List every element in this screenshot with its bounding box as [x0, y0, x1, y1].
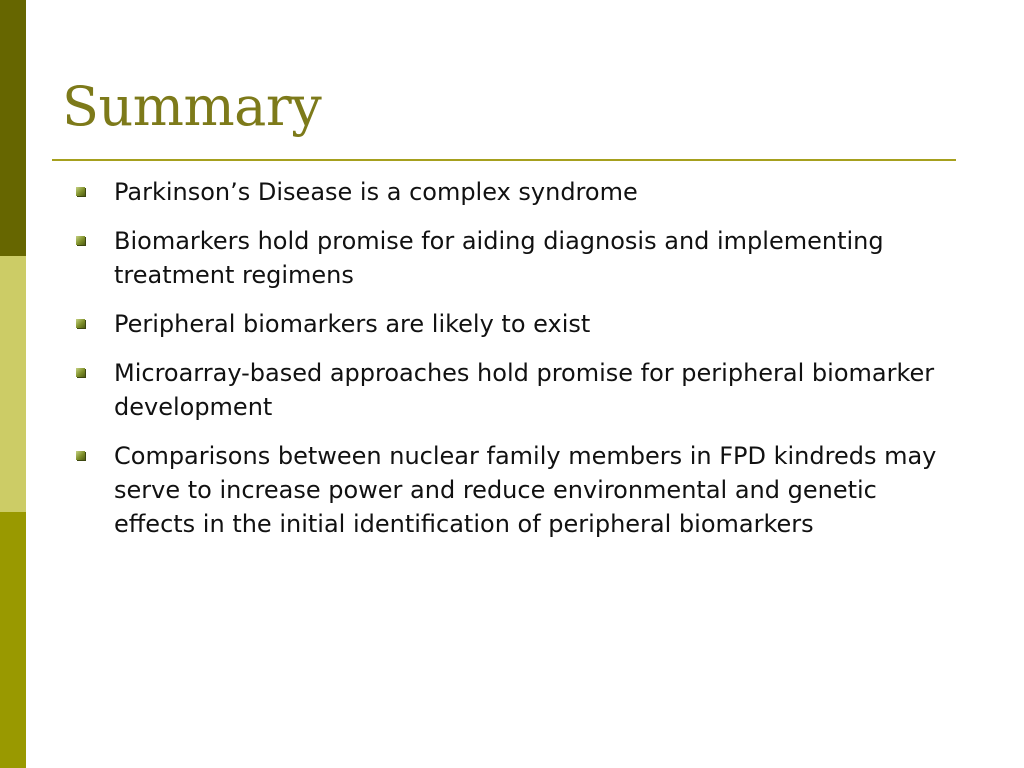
- bullet-text: Biomarkers hold promise for aiding diagnosis and implementing treatment regimens: [114, 227, 884, 289]
- bullet-item: [74, 224, 954, 292]
- side-bar-dark: [0, 0, 26, 256]
- bullet-item: [74, 307, 954, 341]
- square-bullet-icon: [76, 319, 85, 328]
- square-bullet-icon: [76, 236, 85, 245]
- bullet-text: Comparisons between nuclear family members in FPD kindreds may serve to increase power and reduce environmental and genetic effects in the initial identification of peripheral biomarkers: [114, 442, 937, 538]
- bullet-list: [74, 175, 954, 556]
- square-bullet-icon: [76, 187, 85, 196]
- bullet-item: [74, 356, 954, 424]
- square-bullet-icon: [76, 368, 85, 377]
- bullet-item: [74, 439, 954, 541]
- title-divider: [52, 159, 956, 161]
- square-bullet-icon: [76, 451, 85, 460]
- slide-title: Summary: [62, 75, 322, 138]
- bullet-text: Peripheral biomarkers are likely to exist: [114, 310, 591, 338]
- side-bar-light: [0, 256, 26, 512]
- bullet-text: Microarray-based approaches hold promise for peripheral biomarker development: [114, 359, 935, 421]
- bullet-item: [74, 175, 954, 209]
- bullet-text: Parkinson’s Disease is a complex syndrome: [114, 178, 638, 206]
- side-bar-mid: [0, 512, 26, 768]
